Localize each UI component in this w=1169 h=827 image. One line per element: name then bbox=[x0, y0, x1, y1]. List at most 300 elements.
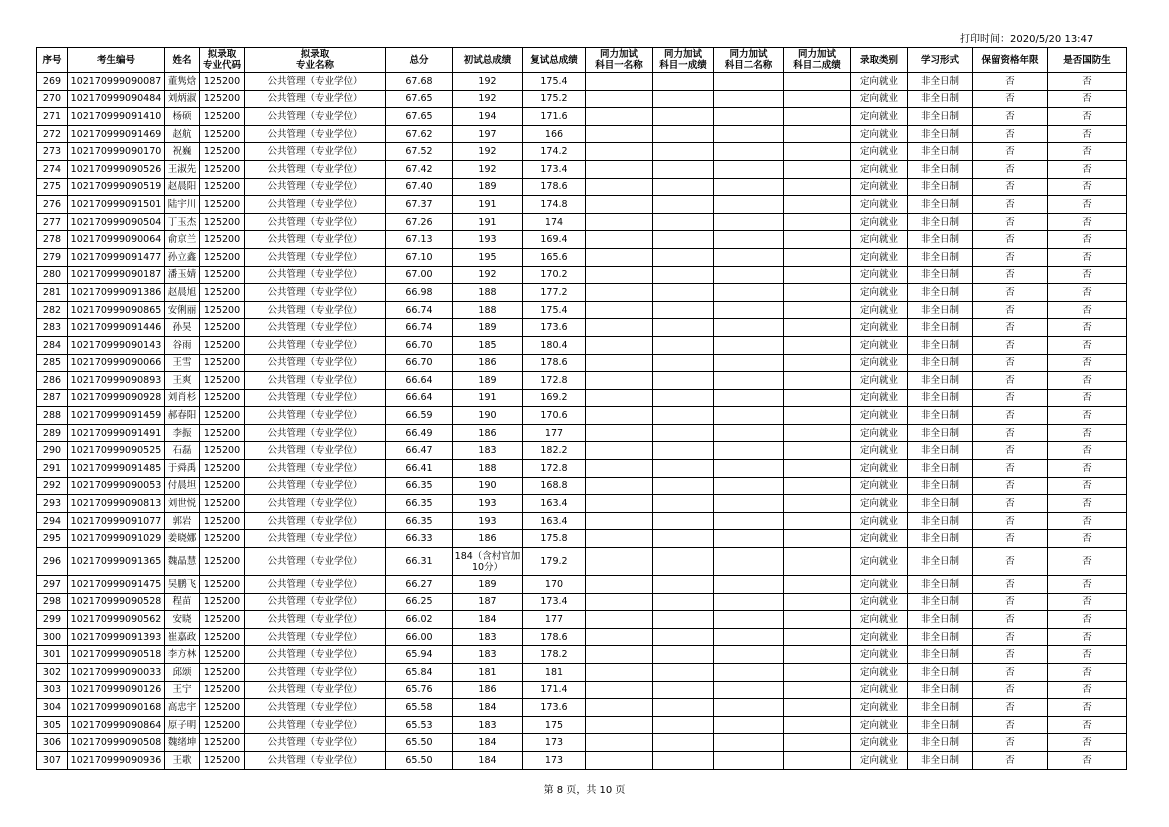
table-row bbox=[37, 681, 1127, 699]
table-cell: 177.2 bbox=[523, 284, 586, 302]
table-cell: 定向就业 bbox=[851, 681, 908, 699]
table-cell: 102170999091469 bbox=[68, 125, 165, 143]
table-cell: 公共管理（专业学位） bbox=[245, 576, 386, 594]
table-cell: 否 bbox=[1048, 354, 1127, 372]
table-cell: 否 bbox=[1048, 681, 1127, 699]
table-cell bbox=[714, 108, 784, 126]
table-row bbox=[37, 248, 1127, 266]
table-cell: 163.4 bbox=[523, 495, 586, 513]
table-cell: 125200 bbox=[200, 530, 245, 548]
table-cell: 郝春阳 bbox=[165, 407, 200, 425]
table-cell: 公共管理（专业学位） bbox=[245, 716, 386, 734]
table-cell: 102170999090528 bbox=[68, 593, 165, 611]
table-cell bbox=[586, 336, 653, 354]
table-cell: 非全日制 bbox=[908, 530, 973, 548]
table-cell: 189 bbox=[453, 576, 523, 594]
table-cell bbox=[714, 354, 784, 372]
table-cell: 否 bbox=[973, 699, 1048, 717]
table-cell: 102170999090519 bbox=[68, 178, 165, 196]
table-cell: 186 bbox=[453, 681, 523, 699]
table-cell: 刘肖杉 bbox=[165, 389, 200, 407]
table-cell: 66.70 bbox=[386, 336, 453, 354]
table-cell: 定向就业 bbox=[851, 372, 908, 390]
table-row bbox=[37, 611, 1127, 629]
table-cell: 公共管理（专业学位） bbox=[245, 266, 386, 284]
table-cell: 否 bbox=[1048, 460, 1127, 478]
table-cell bbox=[784, 301, 851, 319]
table-cell: 定向就业 bbox=[851, 699, 908, 717]
table-cell: 278 bbox=[37, 231, 68, 249]
table-cell: 否 bbox=[1048, 593, 1127, 611]
table-cell: 102170999090064 bbox=[68, 231, 165, 249]
table-cell: 173.6 bbox=[523, 319, 586, 337]
table-cell: 否 bbox=[973, 548, 1048, 576]
page-footer: 第 8 页，共 10 页 bbox=[543, 785, 626, 796]
table-cell bbox=[714, 611, 784, 629]
table-cell bbox=[784, 530, 851, 548]
table-cell: 125200 bbox=[200, 716, 245, 734]
table-cell bbox=[784, 734, 851, 752]
table-cell: 非全日制 bbox=[908, 196, 973, 214]
table-cell: 189 bbox=[453, 178, 523, 196]
table-cell: 182.2 bbox=[523, 442, 586, 460]
column-header bbox=[586, 48, 653, 73]
table-cell bbox=[784, 424, 851, 442]
table-cell: 丁玉杰 bbox=[165, 213, 200, 231]
column-header bbox=[200, 48, 245, 73]
table-cell bbox=[714, 495, 784, 513]
table-cell bbox=[784, 664, 851, 682]
table-row bbox=[37, 664, 1127, 682]
table-cell: 非全日制 bbox=[908, 751, 973, 769]
table-cell: 非全日制 bbox=[908, 266, 973, 284]
table-cell: 65.76 bbox=[386, 681, 453, 699]
table-cell: 102170999090484 bbox=[68, 90, 165, 108]
table-cell: 否 bbox=[1048, 530, 1127, 548]
table-cell bbox=[714, 248, 784, 266]
table-cell: 非全日制 bbox=[908, 646, 973, 664]
table-cell bbox=[586, 143, 653, 161]
table-cell: 否 bbox=[1048, 319, 1127, 337]
table-cell: 定向就业 bbox=[851, 143, 908, 161]
column-header bbox=[68, 48, 165, 73]
table-cell bbox=[714, 628, 784, 646]
table-cell: 公共管理（专业学位） bbox=[245, 530, 386, 548]
table-cell: 公共管理（专业学位） bbox=[245, 407, 386, 425]
table-cell: 125200 bbox=[200, 248, 245, 266]
table-cell: 公共管理（专业学位） bbox=[245, 646, 386, 664]
table-cell: 66.64 bbox=[386, 372, 453, 390]
table-cell bbox=[586, 751, 653, 769]
table-cell bbox=[784, 266, 851, 284]
table-cell: 102170999090936 bbox=[68, 751, 165, 769]
table-cell bbox=[714, 477, 784, 495]
table-cell: 定向就业 bbox=[851, 530, 908, 548]
table-cell: 188 bbox=[453, 301, 523, 319]
table-cell: 非全日制 bbox=[908, 699, 973, 717]
table-row bbox=[37, 160, 1127, 178]
table-cell: 67.68 bbox=[386, 73, 453, 91]
table-cell bbox=[653, 512, 714, 530]
table-cell: 65.84 bbox=[386, 664, 453, 682]
table-cell bbox=[784, 407, 851, 425]
table-cell bbox=[714, 407, 784, 425]
table-cell: 否 bbox=[1048, 248, 1127, 266]
table-cell bbox=[653, 477, 714, 495]
table-cell: 125200 bbox=[200, 196, 245, 214]
table-cell: 67.40 bbox=[386, 178, 453, 196]
table-cell: 102170999090504 bbox=[68, 213, 165, 231]
table-row bbox=[37, 284, 1127, 302]
table-cell: 67.65 bbox=[386, 90, 453, 108]
table-cell: 299 bbox=[37, 611, 68, 629]
table-cell bbox=[714, 424, 784, 442]
table-cell: 王淑先 bbox=[165, 160, 200, 178]
table-row bbox=[37, 301, 1127, 319]
table-cell: 102170999091393 bbox=[68, 628, 165, 646]
table-cell bbox=[653, 734, 714, 752]
table-cell bbox=[653, 213, 714, 231]
table-cell: 否 bbox=[973, 646, 1048, 664]
table-cell: 183 bbox=[453, 646, 523, 664]
table-cell: 174 bbox=[523, 213, 586, 231]
table-row bbox=[37, 460, 1127, 478]
table-cell: 125200 bbox=[200, 143, 245, 161]
table-cell: 否 bbox=[1048, 160, 1127, 178]
table-cell: 邱颂 bbox=[165, 664, 200, 682]
table-cell: 否 bbox=[973, 576, 1048, 594]
table-cell: 否 bbox=[1048, 628, 1127, 646]
table-cell: 非全日制 bbox=[908, 73, 973, 91]
table-cell: 定向就业 bbox=[851, 319, 908, 337]
table-cell: 125200 bbox=[200, 751, 245, 769]
table-cell bbox=[653, 628, 714, 646]
table-cell: 否 bbox=[973, 231, 1048, 249]
table-cell: 279 bbox=[37, 248, 68, 266]
table-cell: 否 bbox=[973, 593, 1048, 611]
table-row bbox=[37, 231, 1127, 249]
table-cell: 272 bbox=[37, 125, 68, 143]
column-header-line1: 保留资格年限 bbox=[981, 54, 1039, 66]
table-cell: 定向就业 bbox=[851, 646, 908, 664]
table-cell: 193 bbox=[453, 495, 523, 513]
table-cell bbox=[586, 213, 653, 231]
table-cell: 否 bbox=[973, 628, 1048, 646]
table-cell: 定向就业 bbox=[851, 336, 908, 354]
table-cell: 王雪 bbox=[165, 354, 200, 372]
table-cell: 否 bbox=[1048, 424, 1127, 442]
table-cell: 否 bbox=[973, 611, 1048, 629]
table-cell bbox=[784, 336, 851, 354]
table-cell bbox=[653, 460, 714, 478]
table-cell bbox=[784, 389, 851, 407]
table-cell: 170.2 bbox=[523, 266, 586, 284]
table-cell bbox=[653, 248, 714, 266]
table-cell: 102170999091477 bbox=[68, 248, 165, 266]
table-row bbox=[37, 143, 1127, 161]
table-cell: 定向就业 bbox=[851, 284, 908, 302]
table-cell: 192 bbox=[453, 266, 523, 284]
table-cell: 66.35 bbox=[386, 495, 453, 513]
table-cell: 102170999091410 bbox=[68, 108, 165, 126]
table-cell: 否 bbox=[973, 284, 1048, 302]
table-row bbox=[37, 407, 1127, 425]
table-cell: 102170999090087 bbox=[68, 73, 165, 91]
table-row bbox=[37, 646, 1127, 664]
table-cell bbox=[653, 751, 714, 769]
column-header-line1: 初试总成绩 bbox=[463, 54, 512, 66]
table-cell: 否 bbox=[973, 477, 1048, 495]
table-cell: 125200 bbox=[200, 512, 245, 530]
table-cell: 公共管理（专业学位） bbox=[245, 108, 386, 126]
table-cell: 石磊 bbox=[165, 442, 200, 460]
table-cell bbox=[653, 196, 714, 214]
table-cell: 188 bbox=[453, 460, 523, 478]
table-cell: 125200 bbox=[200, 548, 245, 576]
table-cell: 178.2 bbox=[523, 646, 586, 664]
table-cell: 否 bbox=[1048, 664, 1127, 682]
table-cell: 公共管理（专业学位） bbox=[245, 442, 386, 460]
table-cell: 186 bbox=[453, 424, 523, 442]
table-cell: 陆宇川 bbox=[165, 196, 200, 214]
table-cell: 否 bbox=[1048, 576, 1127, 594]
column-header-line1: 学习形式 bbox=[920, 54, 959, 66]
column-header-line1: 同力加试 bbox=[797, 49, 836, 60]
table-cell: 刘炳淑 bbox=[165, 90, 200, 108]
table-cell: 孙立鑫 bbox=[165, 248, 200, 266]
table-cell bbox=[586, 593, 653, 611]
table-cell: 178.6 bbox=[523, 178, 586, 196]
table-row bbox=[37, 336, 1127, 354]
table-cell: 125200 bbox=[200, 407, 245, 425]
table-cell: 102170999091485 bbox=[68, 460, 165, 478]
table-cell bbox=[653, 90, 714, 108]
table-cell: 否 bbox=[1048, 407, 1127, 425]
table-cell: 66.49 bbox=[386, 424, 453, 442]
table-cell bbox=[586, 90, 653, 108]
column-header-line2: 专业名称 bbox=[295, 60, 334, 71]
table-cell: 188 bbox=[453, 284, 523, 302]
table-cell: 102170999090168 bbox=[68, 699, 165, 717]
table-cell: 102170999090893 bbox=[68, 372, 165, 390]
table-cell bbox=[784, 354, 851, 372]
table-cell: 125200 bbox=[200, 576, 245, 594]
table-cell: 102170999091475 bbox=[68, 576, 165, 594]
table-cell: 否 bbox=[973, 751, 1048, 769]
table-cell bbox=[714, 266, 784, 284]
table-cell: 190 bbox=[453, 477, 523, 495]
table-cell: 191 bbox=[453, 196, 523, 214]
table-cell bbox=[653, 611, 714, 629]
table-cell: 102170999091459 bbox=[68, 407, 165, 425]
table-cell: 67.10 bbox=[386, 248, 453, 266]
table-cell bbox=[784, 143, 851, 161]
table-cell: 125200 bbox=[200, 593, 245, 611]
column-header bbox=[165, 48, 200, 73]
table-cell: 125200 bbox=[200, 734, 245, 752]
table-cell: 189 bbox=[453, 319, 523, 337]
table-cell: 非全日制 bbox=[908, 160, 973, 178]
table-cell: 67.37 bbox=[386, 196, 453, 214]
table-cell: 179.2 bbox=[523, 548, 586, 576]
table-cell bbox=[586, 389, 653, 407]
table-cell: 否 bbox=[1048, 90, 1127, 108]
table-cell bbox=[653, 664, 714, 682]
table-cell: 公共管理（专业学位） bbox=[245, 751, 386, 769]
table-cell: 66.98 bbox=[386, 284, 453, 302]
table-cell: 193 bbox=[453, 512, 523, 530]
table-row bbox=[37, 354, 1127, 372]
table-cell: 186 bbox=[453, 530, 523, 548]
table-cell: 102170999091386 bbox=[68, 284, 165, 302]
table-cell: 否 bbox=[973, 424, 1048, 442]
table-cell: 否 bbox=[1048, 108, 1127, 126]
table-cell bbox=[714, 716, 784, 734]
table-cell bbox=[714, 734, 784, 752]
table-cell: 175 bbox=[523, 716, 586, 734]
table-cell: 168.8 bbox=[523, 477, 586, 495]
table-cell: 285 bbox=[37, 354, 68, 372]
table-cell bbox=[714, 196, 784, 214]
table-cell: 300 bbox=[37, 628, 68, 646]
table-cell: 195 bbox=[453, 248, 523, 266]
table-cell: 定向就业 bbox=[851, 266, 908, 284]
table-row bbox=[37, 73, 1127, 91]
table-cell: 非全日制 bbox=[908, 593, 973, 611]
table-cell bbox=[784, 576, 851, 594]
table-cell: 66.31 bbox=[386, 548, 453, 576]
table-cell: 否 bbox=[973, 73, 1048, 91]
table-row bbox=[37, 442, 1127, 460]
table-cell bbox=[653, 407, 714, 425]
table-cell bbox=[653, 495, 714, 513]
table-cell: 非全日制 bbox=[908, 143, 973, 161]
table-cell: 否 bbox=[1048, 73, 1127, 91]
table-cell: 否 bbox=[973, 336, 1048, 354]
column-header bbox=[245, 48, 386, 73]
table-cell bbox=[714, 178, 784, 196]
table-cell: 董隽焓 bbox=[165, 73, 200, 91]
table-row bbox=[37, 512, 1127, 530]
header-row bbox=[37, 48, 1127, 73]
table-row bbox=[37, 576, 1127, 594]
table-row bbox=[37, 108, 1127, 126]
table-cell: 183 bbox=[453, 716, 523, 734]
table-cell bbox=[586, 108, 653, 126]
table-cell: 定向就业 bbox=[851, 477, 908, 495]
table-cell: 公共管理（专业学位） bbox=[245, 611, 386, 629]
table-cell bbox=[586, 284, 653, 302]
table-cell: 非全日制 bbox=[908, 424, 973, 442]
table-cell: 否 bbox=[973, 354, 1048, 372]
table-cell bbox=[714, 73, 784, 91]
table-cell: 102170999090813 bbox=[68, 495, 165, 513]
table-cell: 定向就业 bbox=[851, 196, 908, 214]
table-cell: 非全日制 bbox=[908, 407, 973, 425]
table-cell: 定向就业 bbox=[851, 495, 908, 513]
table-cell: 290 bbox=[37, 442, 68, 460]
table-cell bbox=[586, 576, 653, 594]
table-cell bbox=[586, 231, 653, 249]
table-cell: 67.42 bbox=[386, 160, 453, 178]
table-cell: 赵航 bbox=[165, 125, 200, 143]
table-cell: 刘世悦 bbox=[165, 495, 200, 513]
table-cell bbox=[653, 336, 714, 354]
table-cell bbox=[653, 699, 714, 717]
table-cell: 286 bbox=[37, 372, 68, 390]
table-cell bbox=[653, 266, 714, 284]
column-header-line1: 拟录取 bbox=[300, 49, 330, 60]
table-cell bbox=[714, 548, 784, 576]
table-cell bbox=[586, 628, 653, 646]
table-cell: 175.2 bbox=[523, 90, 586, 108]
table-row bbox=[37, 628, 1127, 646]
table-cell bbox=[586, 716, 653, 734]
column-header-line2: 科目二名称 bbox=[724, 60, 773, 71]
table-cell bbox=[714, 512, 784, 530]
table-cell: 67.26 bbox=[386, 213, 453, 231]
table-cell: 172.8 bbox=[523, 372, 586, 390]
table-cell: 否 bbox=[1048, 178, 1127, 196]
table-cell: 否 bbox=[1048, 512, 1127, 530]
table-cell: 公共管理（专业学位） bbox=[245, 160, 386, 178]
column-header bbox=[784, 48, 851, 73]
table-cell: 非全日制 bbox=[908, 716, 973, 734]
table-cell: 否 bbox=[973, 301, 1048, 319]
table-cell: 非全日制 bbox=[908, 442, 973, 460]
table-cell bbox=[784, 646, 851, 664]
table-cell: 公共管理（专业学位） bbox=[245, 460, 386, 478]
table-cell: 67.13 bbox=[386, 231, 453, 249]
table-cell: 非全日制 bbox=[908, 248, 973, 266]
table-cell: 否 bbox=[973, 442, 1048, 460]
table-row bbox=[37, 530, 1127, 548]
table-cell bbox=[784, 477, 851, 495]
table-cell: 否 bbox=[1048, 734, 1127, 752]
table-cell: 定向就业 bbox=[851, 512, 908, 530]
table-cell: 102170999090865 bbox=[68, 301, 165, 319]
table-cell: 否 bbox=[1048, 143, 1127, 161]
table-cell: 184 bbox=[453, 611, 523, 629]
table-cell: 102170999090033 bbox=[68, 664, 165, 682]
table-cell: 125200 bbox=[200, 73, 245, 91]
table-cell: 125200 bbox=[200, 646, 245, 664]
table-cell: 178.6 bbox=[523, 628, 586, 646]
table-cell: 定向就业 bbox=[851, 576, 908, 594]
table-cell: 非全日制 bbox=[908, 477, 973, 495]
table-cell: 289 bbox=[37, 424, 68, 442]
table-cell: 66.74 bbox=[386, 319, 453, 337]
table-cell: 非全日制 bbox=[908, 284, 973, 302]
table-cell: 定向就业 bbox=[851, 611, 908, 629]
table-cell bbox=[653, 530, 714, 548]
table-cell bbox=[586, 477, 653, 495]
table-cell bbox=[714, 160, 784, 178]
table-cell: 否 bbox=[973, 530, 1048, 548]
table-cell: 125200 bbox=[200, 125, 245, 143]
table-cell: 125200 bbox=[200, 495, 245, 513]
table-cell: 非全日制 bbox=[908, 336, 973, 354]
table-cell: 魏绪坤 bbox=[165, 734, 200, 752]
table-cell: 65.50 bbox=[386, 751, 453, 769]
table-cell bbox=[784, 178, 851, 196]
table-cell bbox=[653, 424, 714, 442]
table-cell: 崔嘉政 bbox=[165, 628, 200, 646]
table-cell: 王爽 bbox=[165, 372, 200, 390]
table-row bbox=[37, 266, 1127, 284]
table-cell: 定向就业 bbox=[851, 751, 908, 769]
table-cell: 125200 bbox=[200, 424, 245, 442]
